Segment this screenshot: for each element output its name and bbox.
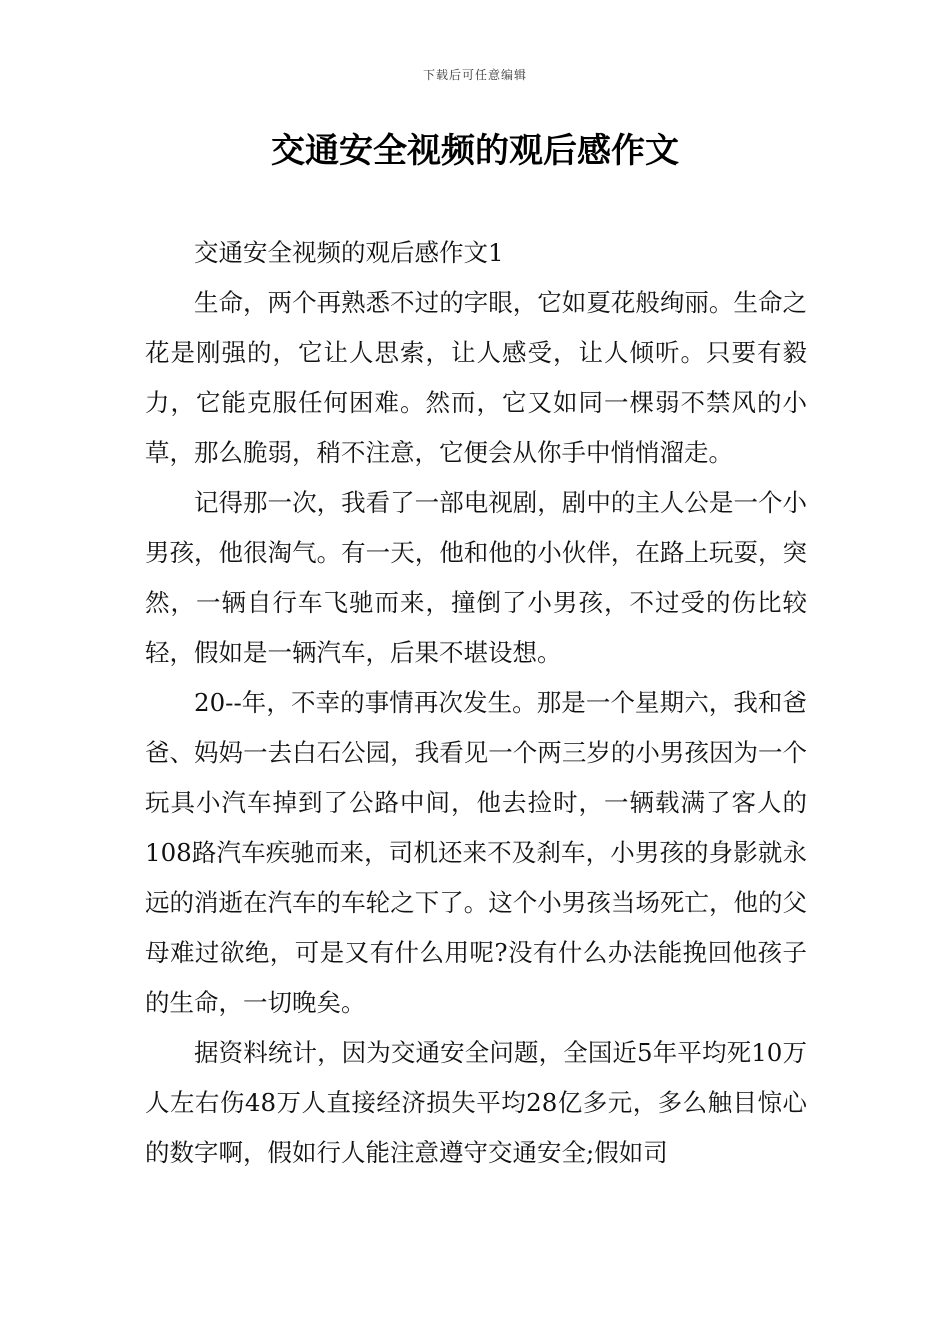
document-body [145,228,807,1178]
section-subtitle: 交通安全视频的观后感作文1 [194,238,504,267]
paragraph-1: 生命，两个再熟悉不过的字眼，它如夏花般绚丽。生命之花是刚强的，它让人思索，让人感受，让人倾听。只要有毅力，它能克服任何困难。然而，它又如同一棵弱不禁风的小草，那么脆弱，稍不注意，它便会从你手中悄悄溜走。 [145,288,807,467]
document-title: 交通安全视频的观后感作文 [271,131,679,171]
paragraph-4: 据资料统计，因为交通安全问题，全国近5年平均死10万人左右伤48万人直接经济损失平均28亿多元，多么触目惊心的数字啊，假如行人能注意遵守交通安全;假如司 [145,1038,807,1167]
paragraph-2: 记得那一次，我看了一部电视剧，剧中的主人公是一个小男孩，他很淘气。有一天，他和他的小伙伴，在路上玩耍，突然，一辆自行车飞驰而来，撞倒了小男孩，不过受的伤比较轻，假如是一辆汽车，后果不堪设想。 [145,488,807,667]
paragraph-3: 20--年，不幸的事情再次发生。那是一个星期六，我和爸爸、妈妈一去白石公园，我看见一个两三岁的小男孩因为一个玩具小汽车掉到了公路中间，他去捡时，一辆载满了客人的108路汽车疾驰而来，司机还来不及刹车，小男孩的身影就永远的消逝在汽车的车轮之下了。这个小男孩当场死亡，他的父母难过欲绝，可是又有什么用呢?没有什么办法能挽回他孩子的生命，一切晚矣。 [145,688,807,1017]
page-header-note: 下载后可任意编辑 [422,68,527,82]
